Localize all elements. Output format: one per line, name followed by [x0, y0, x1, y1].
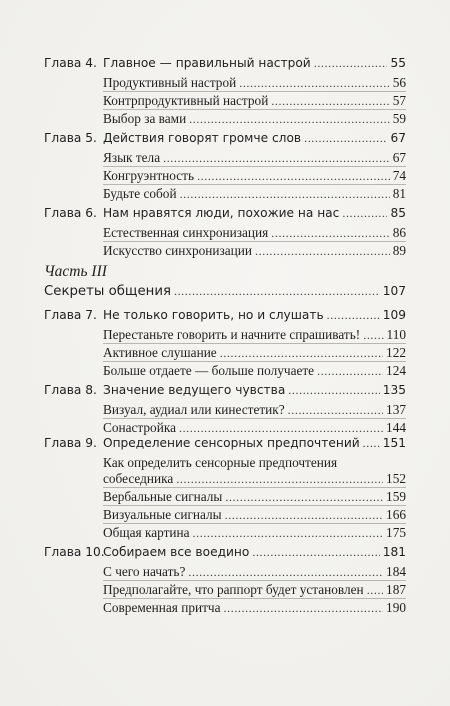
page-number: 89	[392, 243, 406, 258]
chapter-title: Определение сенсорных предпочтений	[103, 436, 360, 450]
chapter-title: Действия говорят громче слов	[103, 131, 302, 145]
chapter-title: Собираем все воедино	[103, 545, 250, 559]
section-title: Визуал, аудиал или кинестетик?	[103, 402, 285, 417]
row-divider	[103, 343, 406, 344]
chapter-title: Нам нравятся люди, похожие на нас	[103, 206, 340, 220]
part-title: Секреты общения	[44, 284, 171, 299]
page-number: 109	[382, 308, 406, 322]
page-number: 67	[392, 150, 406, 165]
section-title: Продуктивный настрой	[103, 75, 237, 90]
page-number: 175	[386, 525, 406, 540]
row-divider	[103, 91, 406, 92]
toc-section[interactable]	[103, 363, 406, 379]
toc-chapter-8[interactable]	[44, 383, 406, 398]
row-divider	[103, 241, 406, 242]
page-number: 59	[392, 111, 406, 126]
page-number: 144	[386, 420, 406, 435]
section-title: Вербальные сигналы	[103, 489, 223, 504]
page-number: 152	[386, 471, 406, 486]
page-number: 135	[382, 383, 406, 397]
leader-dots	[224, 601, 384, 616]
page-number: 151	[382, 436, 406, 450]
leader-dots	[180, 187, 390, 202]
leader-dots	[239, 76, 389, 91]
page-number: 110	[386, 327, 406, 342]
row-divider	[103, 523, 406, 524]
chapter-label: Глава 9.	[44, 436, 97, 450]
chapter-label: Глава 7.	[44, 308, 97, 322]
toc-section[interactable]	[103, 243, 406, 259]
toc-chapter-10[interactable]	[44, 545, 406, 560]
chapter-title: Значение ведущего чувства	[103, 383, 286, 397]
leader-dots	[288, 383, 379, 398]
part-label: Часть III	[44, 263, 107, 280]
leader-dots	[288, 403, 383, 418]
leader-dots	[197, 169, 390, 184]
toc-section[interactable]	[103, 75, 406, 91]
toc-section[interactable]	[103, 186, 406, 202]
page-number: 190	[386, 600, 406, 615]
section-title: Будьте собой	[103, 186, 177, 201]
section-title: Визуальные сигналы	[103, 507, 222, 522]
toc-section[interactable]	[103, 489, 406, 505]
section-title: Искусство синхронизации	[103, 243, 253, 258]
leader-dots	[193, 526, 384, 541]
leader-dots	[367, 583, 383, 598]
leader-dots	[176, 472, 383, 487]
toc-chapter-4[interactable]	[44, 56, 406, 71]
leader-dots	[220, 346, 383, 361]
row-divider	[103, 361, 406, 362]
leader-dots	[189, 112, 390, 127]
page-number: 124	[386, 363, 406, 378]
toc-section[interactable]	[103, 582, 406, 598]
section-title: Контрпродуктивный настрой	[103, 93, 269, 108]
page-number: 81	[392, 186, 406, 201]
chapter-label: Глава 5.	[44, 131, 97, 145]
section-title-line-2: собеседника	[103, 471, 174, 486]
leader-dots	[317, 364, 383, 379]
toc-chapter-5[interactable]	[44, 131, 406, 146]
page-number: 184	[386, 564, 406, 579]
page-number: 137	[386, 402, 406, 417]
chapter-label: Глава 8.	[44, 383, 97, 397]
leader-dots	[252, 545, 379, 560]
page-number: 86	[392, 225, 406, 240]
leader-dots	[363, 436, 380, 451]
toc-chapter-6[interactable]	[44, 206, 406, 221]
toc-chapter-9[interactable]	[44, 436, 406, 451]
row-divider	[103, 418, 406, 419]
toc-section[interactable]	[103, 111, 406, 127]
chapter-label: Глава 10.	[44, 545, 105, 559]
toc-part-3[interactable]	[44, 284, 406, 299]
leader-dots	[225, 508, 383, 523]
toc-section[interactable]	[103, 327, 406, 343]
toc-section[interactable]	[103, 564, 406, 580]
toc-section[interactable]	[103, 150, 406, 166]
chapter-label: Глава 4.	[44, 56, 97, 70]
leader-dots	[255, 244, 390, 259]
section-title: Активное слушание	[103, 345, 217, 360]
page-number: 85	[390, 206, 406, 220]
leader-dots	[271, 94, 389, 109]
leader-dots	[179, 421, 383, 436]
section-title: Естественная синхронизация	[103, 225, 269, 240]
leader-dots	[304, 131, 387, 146]
section-title: Выбор за вами	[103, 111, 187, 126]
row-divider	[103, 487, 406, 488]
toc-section[interactable]	[103, 345, 406, 361]
toc-section[interactable]	[103, 93, 406, 109]
toc-section[interactable]	[103, 225, 406, 241]
page-number: 107	[382, 284, 406, 298]
leader-dots	[163, 151, 390, 166]
section-title: Общая картина	[103, 525, 190, 540]
section-title: Конгруэнтность	[103, 168, 195, 183]
section-title: Современная притча	[103, 600, 221, 615]
row-divider	[103, 166, 406, 167]
leader-dots	[327, 308, 380, 323]
toc-section[interactable]	[103, 600, 406, 616]
leader-dots	[188, 565, 383, 580]
row-divider	[103, 109, 406, 110]
section-title: Язык тела	[103, 150, 161, 165]
section-title-line-1: Как определить сенсорные предпочтения	[103, 455, 338, 470]
leader-dots	[314, 56, 388, 71]
leader-dots	[225, 490, 383, 505]
page-number: 166	[386, 507, 406, 522]
page-number: 67	[390, 131, 406, 145]
toc-section[interactable]	[103, 168, 406, 184]
page-number: 187	[386, 582, 406, 597]
row-divider	[103, 580, 406, 581]
page-number: 57	[392, 93, 406, 108]
page-number: 122	[386, 345, 406, 360]
section-title: Предполагайте, что раппорт будет установлен	[103, 582, 364, 597]
leader-dots	[174, 284, 380, 299]
row-divider	[103, 598, 406, 599]
page-number: 56	[392, 75, 406, 90]
leader-dots	[271, 226, 389, 241]
page-number: 159	[386, 489, 406, 504]
page-number: 181	[382, 545, 406, 559]
section-title: С чего начать?	[103, 564, 186, 579]
section-title: Сонастройка	[103, 420, 176, 435]
page-number: 55	[390, 56, 406, 70]
row-divider	[103, 184, 406, 185]
toc-section[interactable]	[103, 525, 406, 541]
section-title: Больше отдаете — больше получаете	[103, 363, 315, 378]
leader-dots	[342, 206, 387, 221]
chapter-label: Глава 6.	[44, 206, 97, 220]
toc-section[interactable]	[103, 507, 406, 523]
toc-section[interactable]	[103, 471, 406, 487]
leader-dots	[363, 328, 383, 343]
toc-section[interactable]	[103, 420, 406, 436]
chapter-title: Главное — правильный настрой	[103, 56, 311, 70]
row-divider	[103, 505, 406, 506]
toc-chapter-7[interactable]	[44, 308, 406, 323]
chapter-title: Не только говорить, но и слушать	[103, 308, 324, 322]
toc-section[interactable]	[103, 402, 406, 418]
section-title: Перестаньте говорить и начните спрашивать!	[103, 327, 361, 342]
page-number: 74	[392, 168, 406, 183]
